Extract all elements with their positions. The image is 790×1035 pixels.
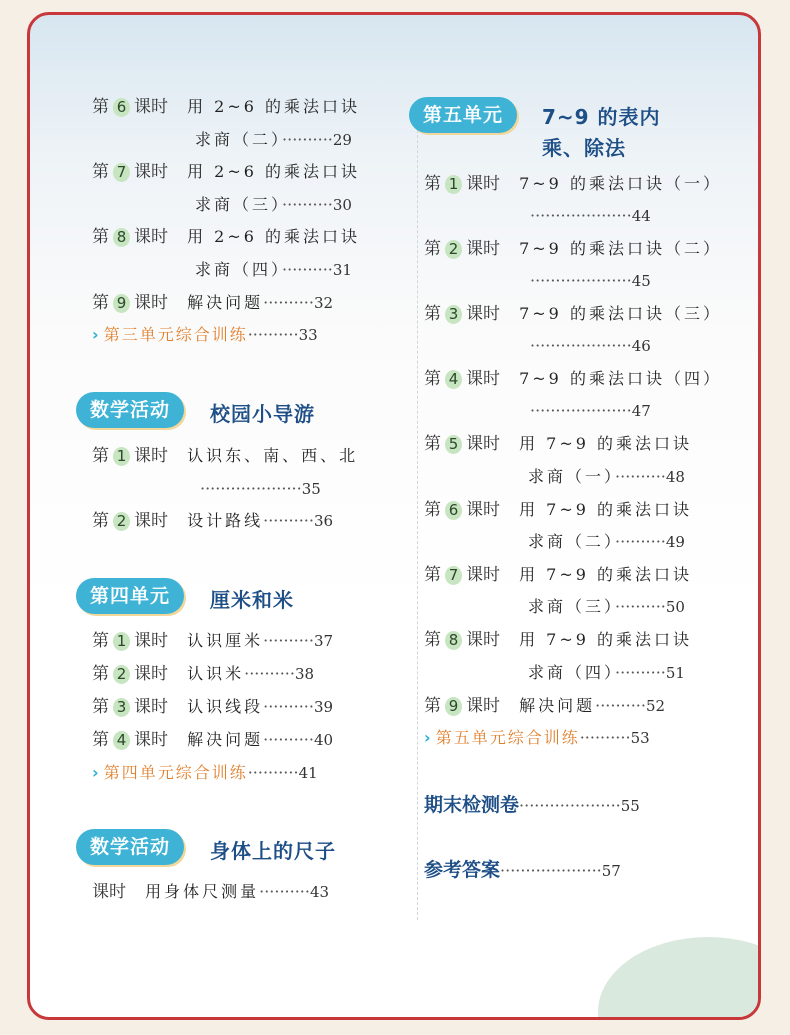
lesson-number-badge: 8 <box>113 228 130 247</box>
toc-entry[interactable]: 第 2 课时 认识米··········38 <box>92 664 315 684</box>
toc-entry[interactable]: 课时 用身体尺测量··········43 <box>92 882 330 902</box>
page-number: 50 <box>665 598 685 616</box>
page-number: 57 <box>601 862 621 880</box>
lesson-number-badge: 2 <box>113 512 130 531</box>
lesson-number-badge: 4 <box>113 731 130 750</box>
unit-review-entry[interactable]: › 第五单元综合训练··········53 <box>424 728 650 747</box>
lesson-title-line2: 求商（二） <box>528 532 616 551</box>
toc-entry-continued[interactable]: 求商（四）··········31 <box>195 260 352 279</box>
page-number: 55 <box>620 797 640 815</box>
lesson-number-badge: 8 <box>445 631 462 650</box>
toc-entry[interactable]: 第 2 课时 7~9 的乘法口诀（二） <box>424 239 722 259</box>
lesson-number-badge: 1 <box>445 175 462 194</box>
lesson-title: 解决问题 <box>187 730 264 749</box>
lesson-number-badge: 9 <box>113 294 130 313</box>
lesson-number-badge: 7 <box>113 163 130 182</box>
page-number: 31 <box>332 261 352 279</box>
toc-entry[interactable]: 第 9 课时 解决问题··········52 <box>424 696 666 716</box>
toc-entry-continued[interactable]: ····················45 <box>530 271 651 290</box>
page-number: 35 <box>301 480 321 498</box>
toc-entry[interactable]: 第 2 课时 设计路线··········36 <box>92 511 334 531</box>
lesson-title: 用 7~9 的乘法口诀 <box>519 434 693 453</box>
lesson-title-line2: 求商（四） <box>528 663 616 682</box>
chevron-right-icon: › <box>92 763 99 782</box>
toc-entry-continued[interactable]: ····················47 <box>530 401 651 420</box>
unit-review-entry[interactable]: › 第三单元综合训练··········33 <box>92 325 318 344</box>
lesson-number-badge: 2 <box>445 240 462 259</box>
page-number: 47 <box>631 402 651 420</box>
activity-pill: 数学活动 <box>76 392 184 428</box>
lesson-title: 用 2~6 的乘法口诀 <box>187 162 361 181</box>
unit-title: 7~9 的表内 <box>542 105 661 129</box>
lesson-title-line2: 求商（三） <box>195 195 283 214</box>
lesson-title: 7~9 的乘法口诀（三） <box>519 304 722 323</box>
page-number: 43 <box>309 883 330 901</box>
final-exam-entry[interactable]: 期末检测卷····················55 <box>424 794 640 816</box>
toc-entry[interactable]: 第 6 课时 用 7~9 的乘法口诀 <box>424 500 693 520</box>
lesson-title: 解决问题 <box>187 293 264 312</box>
answer-key-entry[interactable]: 参考答案····················57 <box>424 859 621 881</box>
lesson-number-badge: 6 <box>445 501 462 520</box>
lesson-title: 用身体尺测量 <box>145 882 260 901</box>
lesson-number-badge: 3 <box>113 698 130 717</box>
page-number: 33 <box>298 326 318 344</box>
toc-page <box>27 12 761 1020</box>
toc-entry[interactable]: 第 1 课时 认识东、南、西、北 <box>92 446 359 466</box>
page-number: 53 <box>630 729 650 747</box>
unit-pill: 第五单元 <box>409 97 517 133</box>
toc-entry[interactable]: 第 7 课时 用 7~9 的乘法口诀 <box>424 565 693 585</box>
toc-entry[interactable]: 第 3 课时 认识线段··········39 <box>92 697 334 717</box>
lesson-title: 用 2~6 的乘法口诀 <box>187 227 361 246</box>
toc-entry[interactable]: 第 8 课时 用 2~6 的乘法口诀 <box>92 227 361 247</box>
lesson-title: 用 7~9 的乘法口诀 <box>519 565 693 584</box>
lesson-title: 认识东、南、西、北 <box>187 446 359 465</box>
lesson-title: 用 7~9 的乘法口诀 <box>519 630 693 649</box>
page-number: 32 <box>313 294 334 312</box>
toc-entry[interactable]: 第 1 课时 7~9 的乘法口诀（一） <box>424 174 722 194</box>
activity-pill: 数学活动 <box>76 829 184 865</box>
lesson-title-line2: 求商（二） <box>195 130 283 149</box>
lesson-title: 设计路线 <box>187 511 264 530</box>
toc-entry-continued[interactable]: 求商（三）··········30 <box>195 195 352 214</box>
toc-entry[interactable]: 第 8 课时 用 7~9 的乘法口诀 <box>424 630 693 650</box>
lesson-number-badge: 2 <box>113 665 130 684</box>
decorative-hill <box>598 937 761 1020</box>
unit-title-line2: 乘、除法 <box>542 136 626 160</box>
page-number: 40 <box>313 731 334 749</box>
page-number: 51 <box>665 664 685 682</box>
lesson-title: 7~9 的乘法口诀（二） <box>519 239 722 258</box>
unit-pill: 第四单元 <box>76 578 184 614</box>
column-divider <box>417 110 418 920</box>
lesson-title-line2: 求商（四） <box>195 260 283 279</box>
page-number: 45 <box>631 272 651 290</box>
lesson-number-badge: 1 <box>113 632 130 651</box>
lesson-title-line2: 求商（三） <box>528 597 616 616</box>
lesson-title: 认识厘米 <box>187 631 264 650</box>
lesson-number-badge: 6 <box>113 98 130 117</box>
toc-entry-continued[interactable]: ····················35 <box>200 479 321 498</box>
unit-title: 厘米和米 <box>210 588 294 612</box>
toc-entry-continued[interactable]: ····················46 <box>530 336 651 355</box>
toc-entry[interactable]: 第 6 课时 用 2~6 的乘法口诀 <box>92 97 361 117</box>
page-number: 38 <box>294 665 315 683</box>
page-number: 44 <box>631 207 651 225</box>
lesson-title: 7~9 的乘法口诀（四） <box>519 369 722 388</box>
chevron-right-icon: › <box>424 728 431 747</box>
lesson-number-badge: 9 <box>445 697 462 716</box>
page-number: 46 <box>631 337 651 355</box>
toc-entry[interactable]: 第 1 课时 认识厘米··········37 <box>92 631 334 651</box>
lesson-number-badge: 3 <box>445 305 462 324</box>
toc-entry[interactable]: 第 7 课时 用 2~6 的乘法口诀 <box>92 162 361 182</box>
toc-entry-continued[interactable]: 求商（二）··········49 <box>528 532 685 551</box>
toc-entry[interactable]: 第 9 课时 解决问题··········32 <box>92 293 334 313</box>
lesson-title: 认识线段 <box>187 697 264 716</box>
lesson-number-badge: 1 <box>113 447 130 466</box>
unit-review-entry[interactable]: › 第四单元综合训练··········41 <box>92 763 318 782</box>
activity-title: 身体上的尺子 <box>210 839 336 863</box>
lesson-number-badge: 4 <box>445 370 462 389</box>
page-number: 48 <box>665 468 685 486</box>
page-number: 29 <box>332 131 352 149</box>
lesson-number-badge: 7 <box>445 566 462 585</box>
lesson-title: 用 2~6 的乘法口诀 <box>187 97 361 116</box>
page-number: 39 <box>313 698 334 716</box>
lesson-title-line2: 求商（一） <box>528 467 616 486</box>
lesson-title: 解决问题 <box>519 696 596 715</box>
lesson-title: 7~9 的乘法口诀（一） <box>519 174 722 193</box>
page-number: 30 <box>332 196 352 214</box>
toc-entry-continued[interactable]: 求商（二）··········29 <box>195 130 352 149</box>
lesson-title: 认识米 <box>187 664 245 683</box>
toc-entry[interactable]: 第 4 课时 解决问题··········40 <box>92 730 334 750</box>
page-number: 41 <box>298 764 318 782</box>
activity-title: 校园小导游 <box>210 402 315 426</box>
page-number: 49 <box>665 533 685 551</box>
page-number: 37 <box>313 632 334 650</box>
page-number: 36 <box>313 512 334 530</box>
page-number: 52 <box>645 697 666 715</box>
toc-entry[interactable]: 第 3 课时 7~9 的乘法口诀（三） <box>424 304 722 324</box>
toc-entry-continued[interactable]: 求商（四）··········51 <box>528 663 685 682</box>
toc-entry-continued[interactable]: 求商（三）··········50 <box>528 597 685 616</box>
toc-entry[interactable]: 第 5 课时 用 7~9 的乘法口诀 <box>424 434 693 454</box>
toc-entry-continued[interactable]: ····················44 <box>530 206 651 225</box>
toc-entry-continued[interactable]: 求商（一）··········48 <box>528 467 685 486</box>
toc-entry[interactable]: 第 4 课时 7~9 的乘法口诀（四） <box>424 369 722 389</box>
lesson-number-badge: 5 <box>445 435 462 454</box>
chevron-right-icon: › <box>92 325 99 344</box>
lesson-title: 用 7~9 的乘法口诀 <box>519 500 693 519</box>
